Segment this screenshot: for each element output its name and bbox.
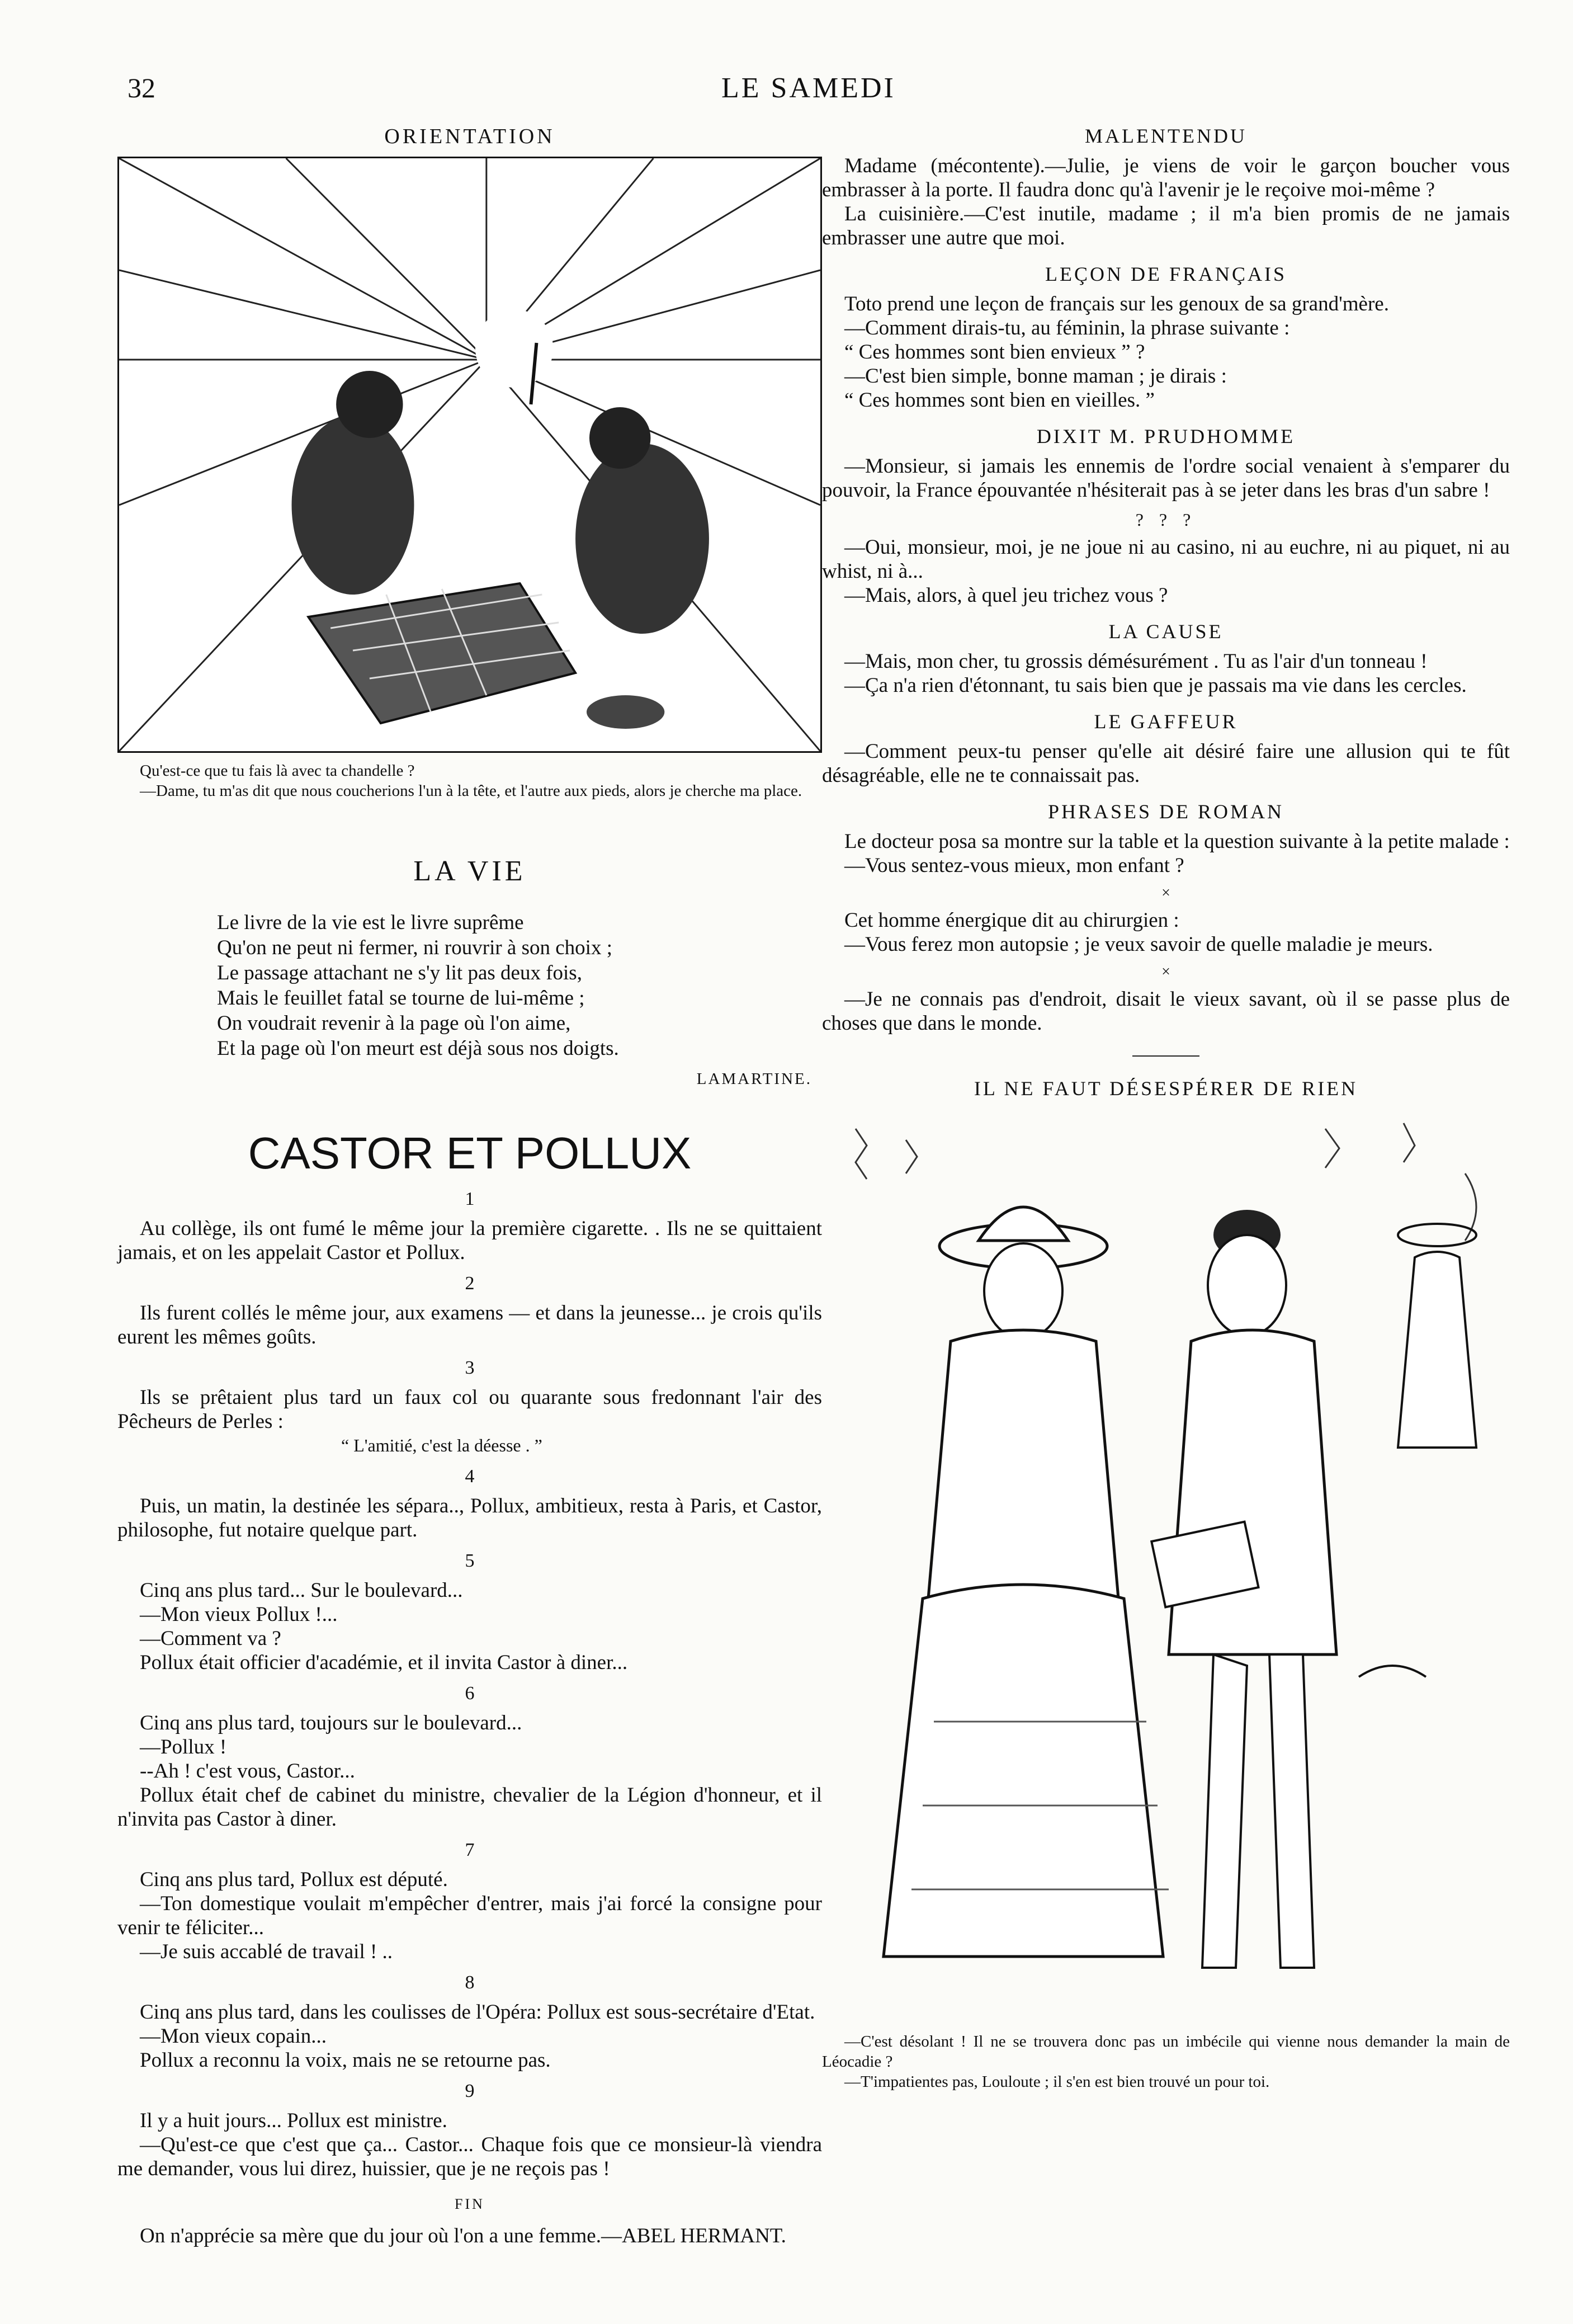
separator-mark: ×	[1161, 963, 1170, 980]
desesperer-caption-line: —C'est désolant ! Il ne se trouvera donc pas un imbécile qui vienne nous demander la main de Léocadie ?	[822, 2033, 1510, 2071]
paragraph: —Mais, mon cher, tu grossis démésurément . Tu as l'air d'un tonneau !	[844, 650, 1428, 673]
paragraph: Pollux était officier d'académie, et il invita Castor à diner...	[140, 1651, 628, 1674]
paragraph: “ Ces hommes sont bien en vieilles. ”	[844, 389, 1155, 412]
section-number: 9	[465, 2081, 475, 2101]
roman-title: PHRASES DE ROMAN	[1047, 800, 1284, 823]
running-head: LE SAMEDI	[721, 72, 896, 104]
paragraph: —Ton domestique voulait m'empêcher d'entrer, mais j'ai forcé la consigne pour venir te féliciter...	[117, 1892, 822, 1939]
paragraph: Pollux était chef de cabinet du ministre, chevalier de la Légion d'honneur, et il n'invita pas Castor à diner.	[117, 1784, 822, 1831]
section-number: 8	[465, 1972, 475, 1993]
section-number: 2	[465, 1273, 475, 1294]
section-number: 4	[465, 1466, 475, 1487]
orientation-caption-line: —Dame, tu m'as dit que nous coucherions l'un à la tête, et l'autre aux pieds, alors je cherche ma place.	[140, 782, 802, 800]
paragraph: Madame (mécontente).—Julie, je viens de voir le garçon boucher vous embrasser à la porte. Il faudra donc qu'à l'avenir je le reçoive moi-même ?	[822, 154, 1510, 201]
poem-line: Le passage attachant ne s'y lit pas deux fois,	[217, 961, 582, 984]
la-vie-title: LA VIE	[413, 855, 526, 887]
paragraph: La cuisinière.—C'est inutile, madame ; il m'a bien promis de ne jamais embrasser une autre que moi.	[822, 202, 1510, 249]
orientation-caption-line: Qu'est-ce que tu fais là avec ta chandelle ?	[140, 762, 415, 780]
fin-mark: FIN	[455, 2196, 485, 2212]
question-marks: ? ? ?	[1135, 510, 1197, 530]
paragraph: —Monsieur, si jamais les ennemis de l'ordre social venaient à s'emparer du pouvoir, la France épouvantée n'hésiterait pas à se jeter dans les bras d'un sabre !	[822, 455, 1510, 502]
desesperer-title: IL NE FAUT DÉSESPÉRER DE RIEN	[974, 1077, 1358, 1100]
la-vie-poem	[217, 910, 822, 1061]
cause-title: LA CAUSE	[1108, 620, 1224, 643]
la-vie-author: LAMARTINE.	[696, 1070, 812, 1088]
paragraph: —Je ne connais pas d'endroit, disait le vieux savant, où il se passe plus de choses que dans le monde.	[822, 988, 1510, 1035]
orientation-title: ORIENTATION	[384, 125, 555, 148]
paragraph: Cet homme énergique dit au chirurgien :	[844, 909, 1179, 932]
paragraph: —Ça n'a rien d'étonnant, tu sais bien que je passais ma vie dans les cercles.	[844, 674, 1467, 697]
paragraph: —Pollux !	[140, 1736, 227, 1759]
paragraph: --Ah ! c'est vous, Castor...	[140, 1760, 355, 1783]
paragraph: Pollux a reconnu la voix, mais ne se retourne pas.	[140, 2049, 551, 2072]
paragraph: Cinq ans plus tard... Sur le boulevard...	[140, 1579, 463, 1602]
lecon-title: LEÇON DE FRANÇAIS	[1045, 263, 1287, 285]
paragraph: —Qu'est-ce que c'est que ça... Castor... Chaque fois que ce monsieur-là viendra me demander, vous lui direz, huissier, que je ne reçois pas !	[117, 2133, 822, 2180]
paragraph: —Comment peux-tu penser qu'elle ait désiré faire une allusion qui te fût désagréable, elle ne te connaissait pas.	[822, 740, 1510, 787]
castor-text	[117, 1187, 822, 2248]
poem-line: Mais le feuillet fatal se tourne de lui-même ;	[217, 987, 585, 1010]
paragraph: Au collège, ils ont fumé le même jour la première cigarette. . Ils ne se quittaient jamais, et on les appelait Castor et Pollux.	[117, 1217, 822, 1264]
paragraph: Cinq ans plus tard, Pollux est député.	[140, 1868, 448, 1891]
section-number: 3	[465, 1357, 475, 1378]
closing-line: On n'apprécie sa mère que du jour où l'on a une femme.—ABEL HERMANT.	[140, 2224, 786, 2247]
paragraph: “ Ces hommes sont bien envieux ” ?	[844, 341, 1145, 364]
section-number: 7	[465, 1840, 475, 1860]
paragraph: Le docteur posa sa montre sur la table et la question suivante à la petite malade :	[844, 830, 1510, 853]
paragraph: Ils furent collés le même jour, aux examens — et dans la jeunesse... je crois qu'ils eurent les mêmes goûts.	[117, 1302, 822, 1349]
section-number: 1	[465, 1189, 475, 1209]
paragraph: —Comment dirais-tu, au féminin, la phrase suivante :	[844, 317, 1290, 340]
page-number: 32	[127, 72, 155, 103]
paragraph: —Mon vieux copain...	[140, 2025, 327, 2048]
poem-line: Qu'on ne peut ni fermer, ni rouvrir à son choix ;	[217, 936, 612, 959]
section-number: 6	[465, 1683, 475, 1704]
dixit-title: DIXIT M. PRUDHOMME	[1036, 425, 1296, 447]
desesperer-illustration	[822, 1106, 1510, 2024]
paragraph: —Oui, monsieur, moi, je ne joue ni au casino, ni au euchre, ni au piquet, ni au whist, ni à...	[822, 536, 1510, 583]
section-number: 5	[465, 1550, 475, 1571]
gaffeur-title: LE GAFFEUR	[1094, 710, 1238, 733]
poem-line: Le livre de la vie est le livre suprême	[217, 911, 524, 934]
paragraph: Ils se prêtaient plus tard un faux col ou quarante sous fredonnant l'air des Pêcheurs de Perles :	[117, 1386, 822, 1433]
separator-mark: ×	[1161, 884, 1170, 902]
paragraph: —C'est bien simple, bonne maman ; je dirais :	[844, 365, 1227, 388]
paragraph: —Mon vieux Pollux !...	[140, 1603, 338, 1626]
castor-title: CASTOR ET POLLUX	[248, 1128, 692, 1178]
orientation-illustration	[117, 157, 822, 753]
paragraph: —Je suis accablé de travail ! ..	[140, 1940, 393, 1963]
orientation-drawing	[119, 158, 820, 751]
malentendu-title: MALENTENDU	[1085, 125, 1247, 147]
song-quote: “ L'amitié, c'est la déesse . ”	[341, 1435, 542, 1455]
paragraph: —Comment va ?	[140, 1627, 281, 1650]
paragraph: Cinq ans plus tard, dans les coulisses de l'Opéra: Pollux est sous-secrétaire d'Etat.	[140, 2001, 815, 2024]
left-column	[117, 124, 822, 2248]
couple-drawing	[822, 1106, 1510, 2024]
desesperer-caption-line: —T'impatientes pas, Louloute ; il s'en est bien trouvé un pour toi.	[844, 2073, 1270, 2091]
paragraph: —Vous sentez-vous mieux, mon enfant ?	[844, 854, 1184, 877]
paragraph: —Mais, alors, à quel jeu trichez vous ?	[844, 584, 1168, 607]
paragraph: Il y a huit jours... Pollux est ministre.	[140, 2109, 447, 2132]
poem-line: Et la page où l'on meurt est déjà sous nos doigts.	[217, 1037, 619, 1060]
section-rule	[1132, 1055, 1199, 1057]
poem-line: On voudrait revenir à la page où l'on aime,	[217, 1012, 571, 1035]
paragraph: Toto prend une leçon de français sur les genoux de sa grand'mère.	[844, 293, 1389, 315]
paragraph: —Vous ferez mon autopsie ; je veux savoir de quelle maladie je meurs.	[844, 933, 1433, 956]
right-column	[822, 124, 1510, 2092]
paragraph: Puis, un matin, la destinée les sépara.., Pollux, ambitieux, resta à Paris, et Castor, philosophe, fut notaire quelque part.	[117, 1495, 822, 1542]
paragraph: Cinq ans plus tard, toujours sur le boulevard...	[140, 1712, 522, 1734]
